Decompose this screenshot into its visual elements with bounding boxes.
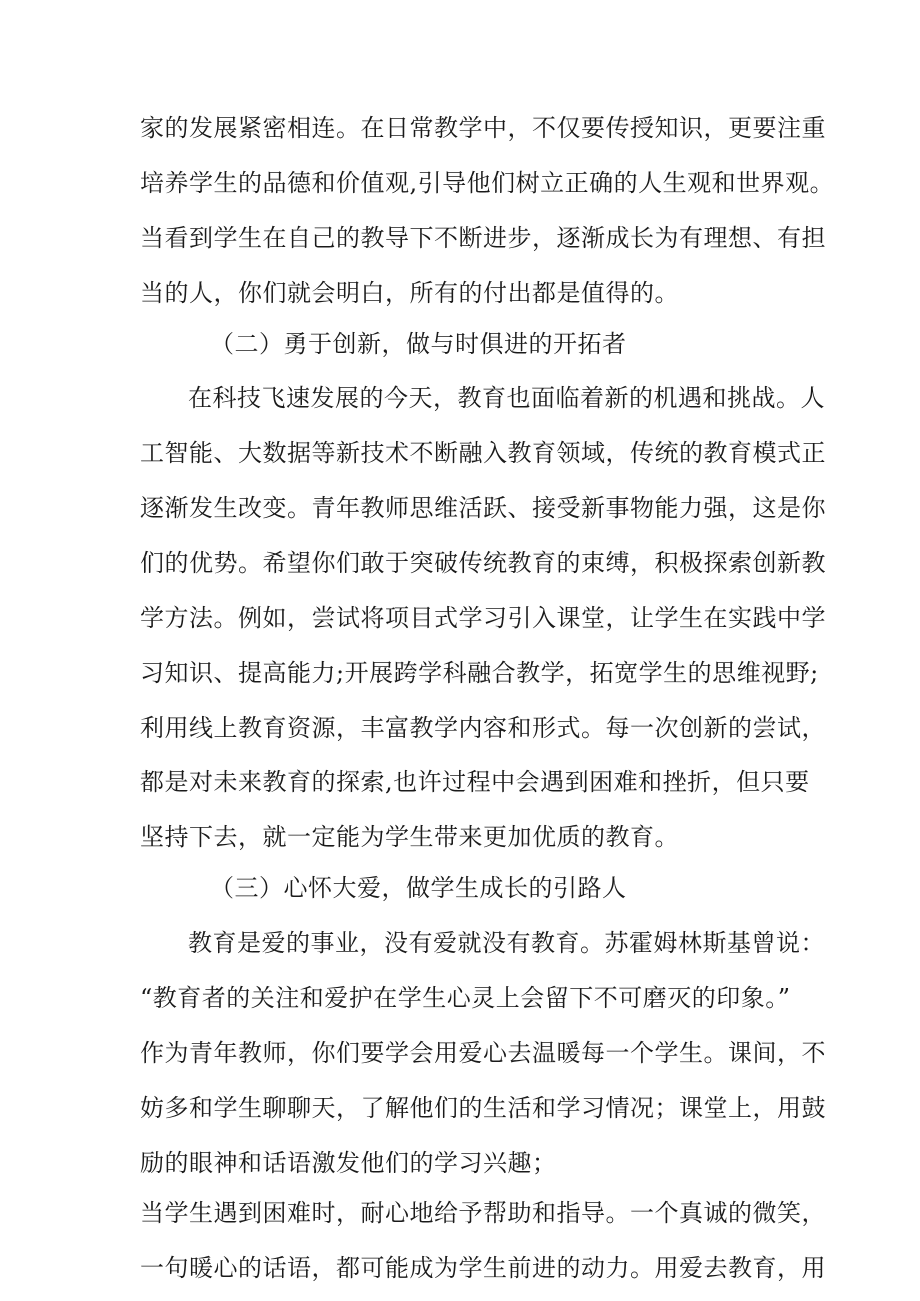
body-text-line: 学方法。例如，尝试将项目式学习引入课堂，让学生在实践中学 [140,604,826,632]
body-text-line: 妨多和学生聊聊天，了解他们的生活和学习情况；课堂上，用鼓 [140,1094,826,1122]
body-text-line: 励的眼神和话语激发他们的学习兴趣； [140,1149,557,1177]
section-heading-innovation: （二）勇于创新，做与时俱进的开拓者 [210,330,627,358]
body-text-line: 当的人，你们就会明白，所有的付出都是值得的。 [140,279,679,307]
body-text-line: 们的优势。希望你们敢于突破传统教育的束缚，积极探索创新教 [140,549,826,577]
body-text-line: 培养学生的品德和价值观,引导他们树立正确的人生观和世界观。 [140,169,835,197]
body-text-line: 习知识、提高能力;开展跨学科融合教学，拓宽学生的思维视野; [140,659,819,687]
body-text-line: 逐渐发生改变。青年教师思维活跃、接受新事物能力强，这是你 [140,494,826,522]
body-text-line: 教育是爱的事业，没有爱就没有教育。苏霍姆林斯基曾说： [188,929,825,957]
body-text-line: 当看到学生在自己的教导下不断进步，逐渐成长为有理想、有担 [140,224,826,252]
body-text-line: 利用线上教育资源，丰富教学内容和形式。每一次创新的尝试， [140,714,826,742]
quote-line: “教育者的关注和爱护在学生心灵上会留下不可磨灭的印象。” [140,984,791,1012]
body-text-line: 家的发展紧密相连。在日常教学中，不仅要传授知识，更要注重 [140,114,826,142]
body-text-line: 坚持下去，就一定能为学生带来更加优质的教育。 [140,823,679,851]
body-text-line: 一句暖心的话语，都可能成为学生前进的动力。用爱去教育，用 [140,1254,826,1282]
body-text-line: 都是对未来教育的探索,也许过程中会遇到困难和挫折，但只要 [140,768,810,796]
section-heading-love: （三）心怀大爱，做学生成长的引路人 [210,874,627,902]
body-text-line: 当学生遇到困难时，耐心地给予帮助和指导。一个真诚的微笑， [140,1199,826,1227]
body-text-line: 作为青年教师，你们要学会用爱心去温暖每一个学生。课间，不 [140,1039,826,1067]
body-text-line: 工智能、大数据等新技术不断融入教育领域，传统的教育模式正 [140,439,826,467]
body-text-line: 在科技飞速发展的今天，教育也面临着新的机遇和挑战。人 [188,384,825,412]
